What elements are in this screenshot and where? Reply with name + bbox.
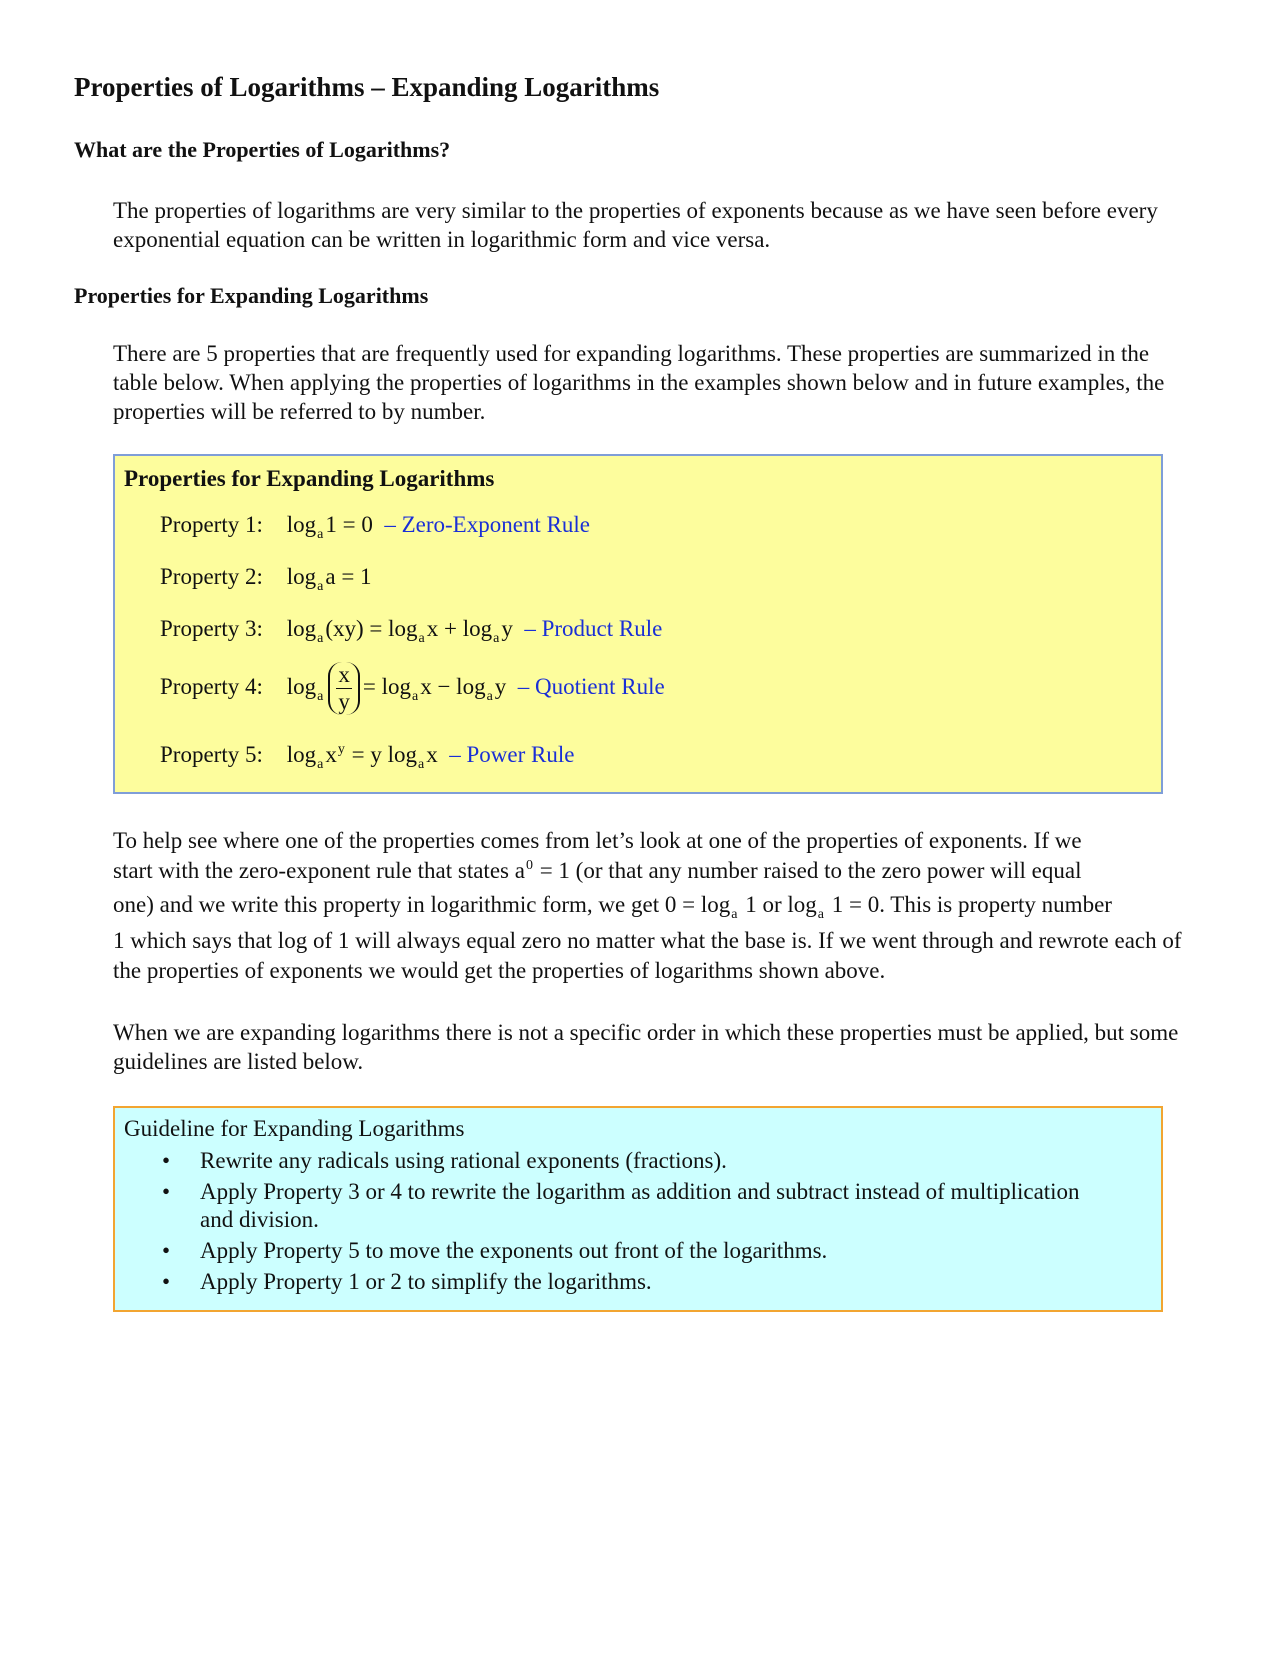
property-label: Property 4: — [160, 673, 263, 699]
property-label: Property 3: — [160, 616, 263, 641]
list-item: • Apply Property 5 to move the exponents out front of the logarithms. — [162, 1238, 828, 1263]
property-rule-name: – Power Rule — [449, 742, 575, 767]
properties-box — [113, 454, 1163, 794]
property-2 — [160, 564, 372, 594]
section-heading-expanding: Properties for Expanding Logarithms — [74, 283, 429, 308]
property-rule-name: – Quotient Rule — [517, 673, 665, 699]
property-4 — [160, 662, 665, 715]
page-title: Properties of Logarithms – Expanding Logarithms — [74, 72, 660, 102]
bullet-icon: • — [162, 1269, 171, 1294]
guidelines-box — [113, 1106, 1163, 1312]
x-over-y-fraction: $\frac{x}{y}$ — [328, 662, 360, 715]
property-rule-name: – Product Rule — [524, 616, 663, 641]
expanding-paragraph: There are 5 properties that are frequently used for expanding logarithms. These properties are summarized in the table below. When applying the properties of logarithms in the examples shown below and in future examples, the properties will be referred to by number. — [113, 341, 1165, 424]
property-5-formula: $\log_ax^y = y$ $\log_ax$ — [286, 742, 438, 772]
list-item: • Apply Property 3 or 4 to rewrite the logarithm as addition and subtract instead of multiplication and division. — [162, 1179, 1080, 1232]
explanation-line: one) and we write this property in logarithmic form, we get $0 = \log_a 1$ or $\log_a 1 = 0$. This is property number — [113, 892, 1112, 922]
intro-paragraph: The properties of logarithms are very similar to the properties of exponents because as we have seen before every exponential equation can be written in logarithmic form and vice versa. — [113, 198, 1158, 252]
list-item: • Apply Property 1 or 2 to simplify the logarithms. — [162, 1269, 652, 1294]
explanation-line: To help see where one of the properties comes from let’s look at one of the properties of exponents. If we — [113, 828, 1082, 853]
property-rule-name: – Zero-Exponent Rule — [384, 512, 591, 537]
property-label: Property 1: — [160, 512, 263, 537]
property-5 — [160, 742, 575, 772]
property-3-formula: $\log_a(xy) = \log_ax + \log_ay$ — [286, 616, 513, 646]
bullet-icon: • — [162, 1238, 171, 1263]
bullet-icon: • — [162, 1179, 171, 1204]
guidelines-intro-paragraph: When we are expanding logarithms there is not a specific order in which these properties must be applied, but some guidelines are listed below. — [113, 1020, 1179, 1074]
property-label: Property 2: — [160, 564, 263, 589]
property-3 — [160, 616, 663, 646]
explanation-paragraph — [113, 826, 1198, 986]
explanation-line: 1 which says that log of 1 will always equal zero no matter what the base is. If we went through and rewrote each of the properties of exponents we would get the properties of logarithms shown above. — [113, 928, 1182, 983]
guidelines-list — [115, 1147, 1080, 1299]
property-1-formula: $\log_a1 = 0$ — [286, 512, 373, 542]
section-heading-what-are: What are the Properties of Logarithms? — [74, 137, 451, 162]
property-label: Property 5: — [160, 742, 263, 767]
properties-box-title: Properties for Expanding Logarithms — [124, 466, 495, 491]
bullet-icon: • — [162, 1148, 171, 1173]
guidelines-box-title: Guideline for Expanding Logarithms — [124, 1116, 465, 1141]
property-4-formula: $\log_a$ $\frac{x}{y}$ = $\log_ax - \log_ay$ — [286, 662, 507, 714]
property-2-formula: $\log_aa = 1$ — [286, 564, 372, 594]
list-item: • Rewrite any radicals using rational exponents (fractions). — [162, 1148, 727, 1173]
explanation-line: start with the zero-exponent rule that states $a^0 = 1$ (or that any number raised to the zero power will equal — [113, 858, 1082, 883]
property-1 — [160, 512, 591, 542]
